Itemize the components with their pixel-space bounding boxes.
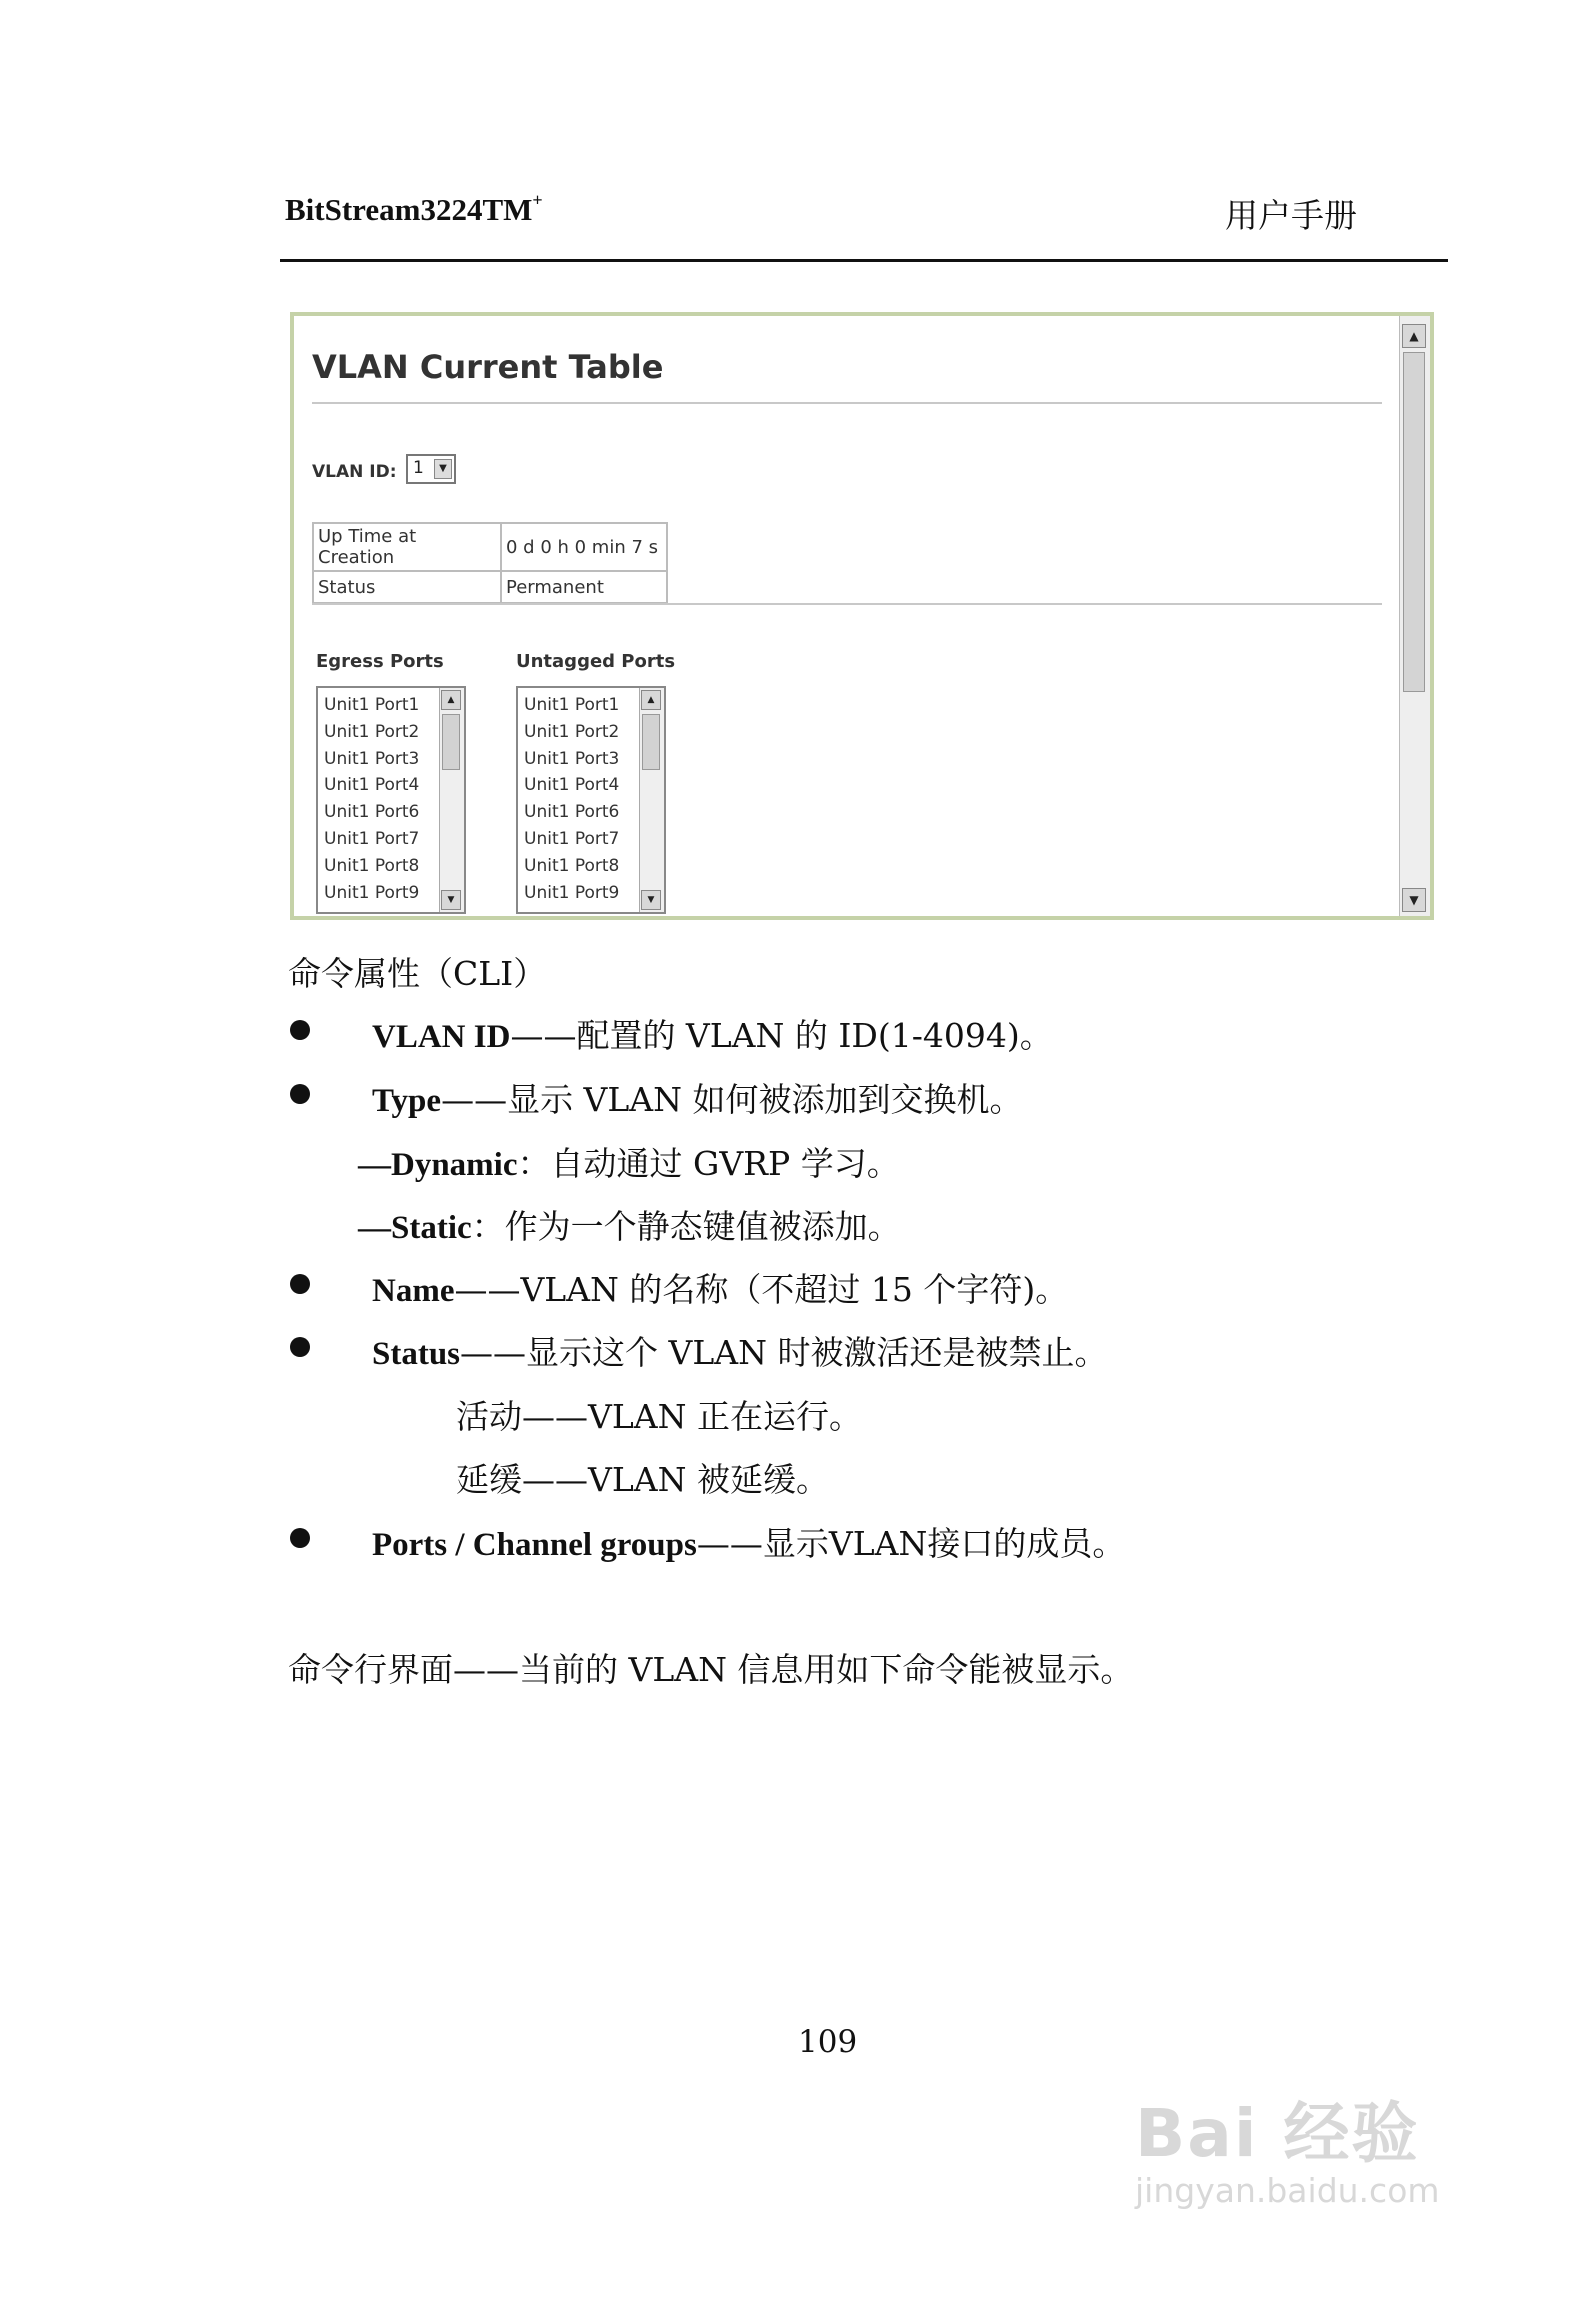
cli-paragraph: 命令行界面——当前的 VLAN 信息用如下命令能被显示。	[288, 1650, 1134, 1689]
list-item[interactable]: Unit1 Port2	[524, 721, 620, 742]
untagged-ports-listbox[interactable]	[516, 686, 666, 914]
watermark	[1135, 2080, 1440, 2210]
bullet-icon	[290, 1020, 310, 1040]
term: VLAN ID	[372, 1019, 511, 1055]
scroll-thumb[interactable]	[642, 714, 660, 770]
vlan-current-table-screenshot	[290, 312, 1434, 920]
term: —Static	[358, 1210, 472, 1246]
bullet-icon	[290, 1274, 310, 1294]
list-item[interactable]: Unit1 Port7	[524, 828, 620, 849]
header-manual-title: 用户手册	[1225, 196, 1357, 235]
section-heading: 命令属性（CLI）	[288, 954, 547, 993]
bullet-icon	[290, 1528, 310, 1548]
product-sup: +	[532, 190, 543, 210]
screenshot-content	[294, 316, 1398, 916]
table-row	[313, 571, 667, 603]
list-item[interactable]: Unit1 Port9	[324, 882, 420, 903]
vlan-id-value: 1	[413, 458, 424, 478]
untagged-ports-items	[524, 692, 619, 906]
scroll-down-icon[interactable]: ▼	[441, 890, 461, 910]
item-vlan-id	[372, 1010, 1053, 1057]
description: ——配置的 VLAN 的 ID(1-4094)。	[510, 1016, 1053, 1055]
item-type	[372, 1074, 1023, 1121]
list-item[interactable]: Unit1 Port4	[524, 775, 620, 796]
list-item[interactable]: Unit1 Port6	[524, 802, 620, 823]
info-value: 0 d 0 h 0 min 7 s	[501, 523, 667, 571]
item-name	[372, 1264, 1068, 1311]
egress-ports-label: Egress Ports	[316, 651, 444, 672]
list-item[interactable]: Unit1 Port7	[324, 828, 420, 849]
bullet-icon	[290, 1084, 310, 1104]
info-label: Up Time at Creation	[313, 523, 501, 571]
list-item[interactable]: Unit1 Port8	[524, 855, 620, 876]
listbox-scrollbar[interactable]	[439, 688, 464, 912]
list-item[interactable]: Unit1 Port1	[524, 695, 620, 715]
description: ——显示这个 VLAN 时被激活还是被禁止。	[460, 1333, 1108, 1372]
item-status	[372, 1327, 1107, 1374]
product-name: BitStream3224TM	[285, 192, 533, 227]
list-item[interactable]: Unit1 Port9	[524, 882, 620, 903]
description: ——显示VLAN接口的成员。	[696, 1524, 1126, 1563]
term: Type	[372, 1083, 442, 1119]
item-suspended: 延缓——VLAN 被延缓。	[456, 1460, 829, 1499]
page-scrollbar[interactable]	[1399, 316, 1430, 916]
list-item[interactable]: Unit1 Port3	[324, 748, 420, 769]
ui-title-divider	[312, 402, 1382, 404]
vlan-id-label: VLAN ID:	[312, 462, 397, 482]
watermark-url: jingyan.baidu.com	[1135, 2171, 1440, 2210]
page-number: 109	[798, 2024, 858, 2060]
description: ：自动通过 GVRP 学习。	[517, 1144, 900, 1183]
list-item[interactable]: Unit1 Port2	[324, 721, 420, 742]
egress-ports-listbox[interactable]	[316, 686, 466, 914]
list-item[interactable]: Unit1 Port6	[324, 802, 420, 823]
chevron-down-icon[interactable]: ▼	[434, 459, 452, 479]
description: ——VLAN 的名称（不超过 15 个字符)。	[454, 1270, 1069, 1309]
item-ports	[372, 1518, 1125, 1565]
scroll-up-icon[interactable]: ▲	[641, 690, 661, 710]
listbox-scrollbar[interactable]	[639, 688, 664, 912]
header-product	[285, 190, 543, 228]
header-rule	[280, 259, 1448, 262]
description: ——显示 VLAN 如何被添加到交换机。	[441, 1080, 1023, 1119]
ui-section-divider	[312, 603, 1382, 605]
scroll-down-icon[interactable]: ▼	[1402, 888, 1426, 912]
scroll-up-icon[interactable]: ▲	[441, 690, 461, 710]
list-item[interactable]: Unit1 Port4	[324, 775, 420, 796]
scroll-thumb[interactable]	[1403, 352, 1425, 692]
ui-title: VLAN Current Table	[312, 348, 664, 386]
scroll-down-icon[interactable]: ▼	[641, 890, 661, 910]
term: Status	[372, 1336, 461, 1372]
term: Ports / Channel groups	[372, 1527, 697, 1563]
term: —Dynamic	[358, 1147, 518, 1183]
term: Name	[372, 1273, 455, 1309]
table-row	[313, 523, 667, 571]
vlan-id-select[interactable]	[406, 454, 456, 484]
scroll-up-icon[interactable]: ▲	[1402, 324, 1426, 348]
egress-ports-items	[324, 692, 419, 906]
scroll-thumb[interactable]	[442, 714, 460, 770]
watermark-brand: Bai 经验	[1135, 2095, 1420, 2172]
info-label: Status	[313, 571, 501, 603]
item-active: 活动——VLAN 正在运行。	[456, 1397, 862, 1436]
bullet-icon	[290, 1337, 310, 1357]
vlan-info-table	[312, 522, 668, 604]
list-item[interactable]: Unit1 Port1	[324, 695, 420, 715]
list-item[interactable]: Unit1 Port8	[324, 855, 420, 876]
info-value: Permanent	[501, 571, 667, 603]
item-dynamic	[358, 1138, 900, 1185]
description: ：作为一个静态键值被添加。	[471, 1207, 901, 1246]
item-static	[358, 1201, 901, 1248]
list-item[interactable]: Unit1 Port3	[524, 748, 620, 769]
untagged-ports-label: Untagged Ports	[516, 651, 676, 672]
